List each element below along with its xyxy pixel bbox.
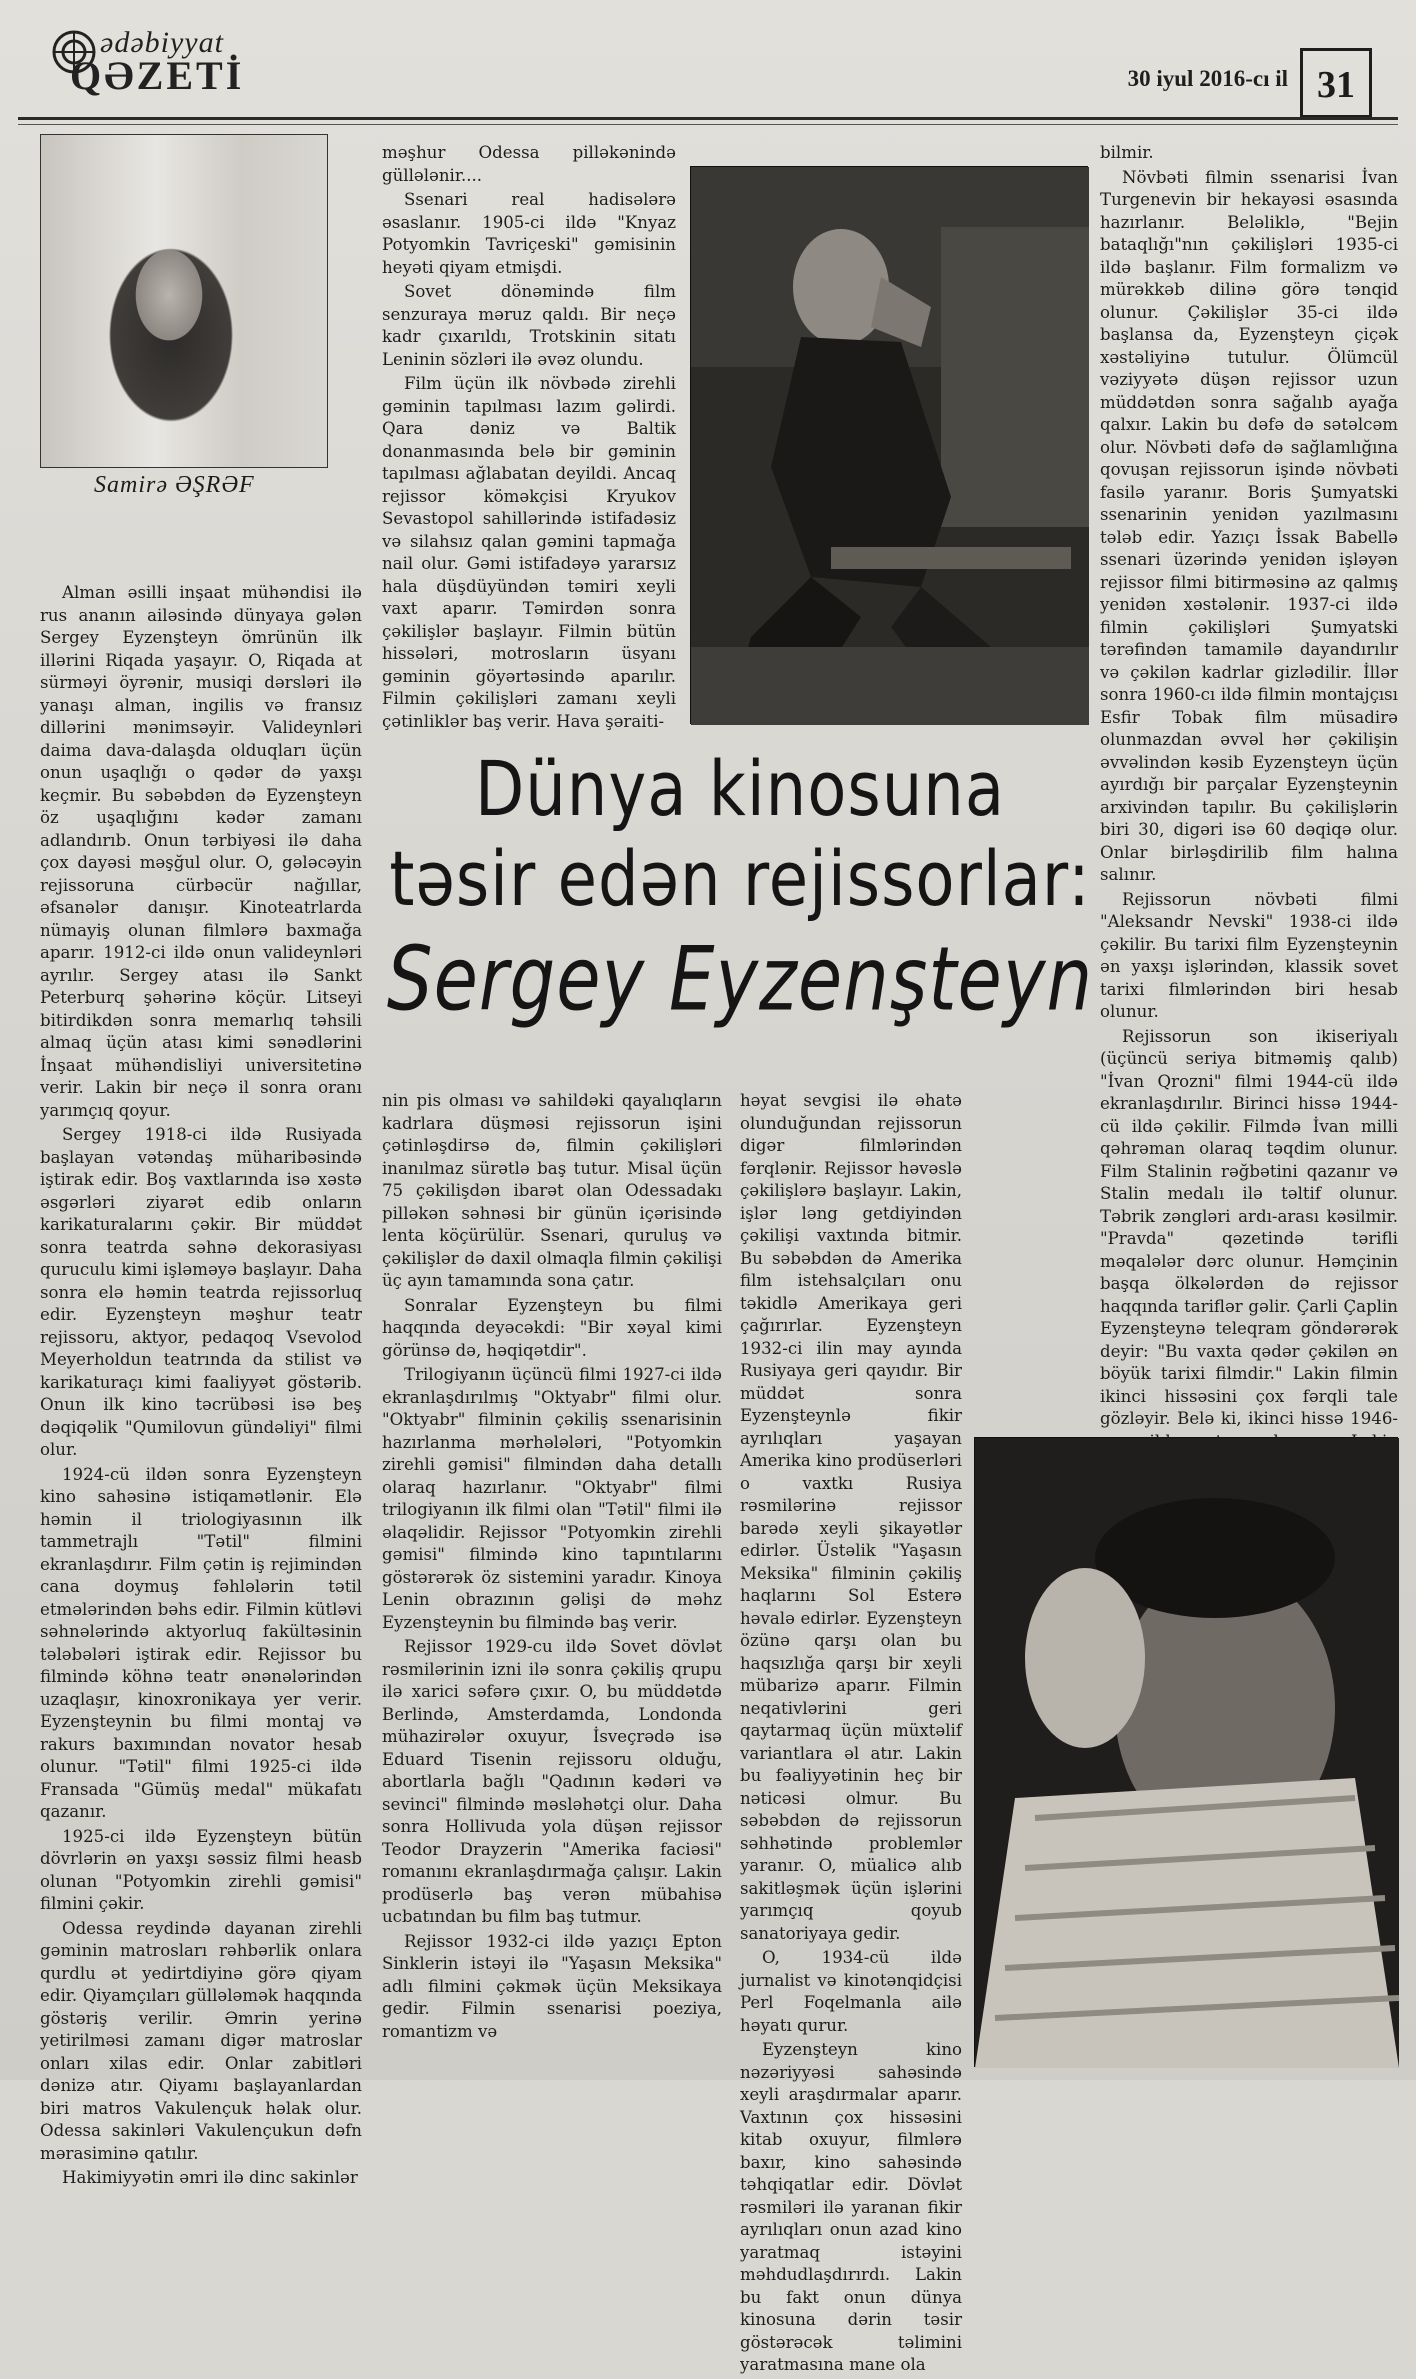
paragraph: Rejissorun növbəti filmi "Aleksandr Nevski" 1938-ci ildə çəkilir. Bu tarixi film Eyzenşteynin ən yaxşı işlərindən, klassik sovet tarixi filmlərindən biri hesab olunur. (1100, 889, 1398, 1021)
paragraph: Alman əsilli inşaat mühəndisi ilə rus ananın ailəsində dünyaya gələn Sergey Eyzenşteyn ömrünün ilk illərini Riqada yaşayır. O, Riqada at sürməyi öyrənir, musiqi dərsləri ilə yanaşı alman, ingilis və fransız dillərini mənimsəyir. Valideynləri daima dava-dalaşda olduqları üçün onun uşaqlığı o qədər də yaxşı keçmir. Bu səbəbdən də Eyzenşteyn öz uşaqlığını kədər zamanı adlandırıb. Onun tərbiyəsi ilə daha çox dayəsi məşğul olur. O, gələcəyin rejissoruna cürbəcür nağıllar, əfsanələr danışır. Kinoteatrlarda nümayiş olunan filmlərə baxmağa aparır. 1912-ci ildə onun valideynləri ayrılır. Sergey atası ilə Sankt Peterburq şəhərinə köçür. Litseyi bitirdikdən sonra memarlıq təhsili almaq üçün atası kimi sənədlərini İnşaat mühəndisliyi universitetinə verir. Lakin bir neçə il sonra oranı yarımçıq qoyur. (40, 583, 362, 1120)
paragraph: 1925-ci ildə Eyzenşteyn bütün dövrlərin ən yaxşı səssiz filmi heasb olunan "Potyomkin zirehli gəmisi" filmini çəkir. (40, 1826, 362, 1913)
page-number-box (1300, 48, 1372, 118)
clasped-hands-image (975, 1438, 1399, 2068)
article-column-2-top (382, 142, 676, 735)
paragraph: Odessa reydində dayanan zirehli gəminin matrosları rəhbərlik onlara qurdlu ət yedirtdiyinə görə qiyam edir. Qiyamçıları güllələmək haqqında göstəriş verilir. Əmrin yerinə yetirilməsi zamanı digər matroslar onları xilas edir. Onlar zabitləri dənizə atır. Qiyamı başlayanlardan biri matros Vakulençuk həlak olur. Odessa sakinləri Vakulençukun dəfn mərasiminə qatılır. (40, 1918, 362, 2163)
logo-main-text: QƏZETİ (70, 53, 245, 98)
paragraph: bilmir. (1100, 143, 1154, 162)
newspaper-logo (48, 22, 288, 102)
paragraph: 1924-cü ildən sonra Eyzenşteyn kino sahəsinə istiqamətlənir. Elə həmin il triologiyasının ilk tammetrajlı "Tətil" filmini ekranlaşdırır. Film çətin iş rejimindən cana doymuş fəhlələrin tətil etmələrindən bəhs edir. Filmin kütləvi səhnələrində aktyorluq fakültəsinin tələbələri iştirak edir. Rejissor bu filmində köhnə teatr ənənələrindən uzaqlaşır, kinoxronikaya yer verir. Eyzenşteynin bu filmi montaj və rakurs baxımından novator hesab olunur. "Tətil" filmi 1925-ci ildə Fransada "Gümüş medal" mükafatı qazanır. (40, 1464, 362, 1821)
paragraph: həyat sevgisi ilə əhatə olunduğundan rejissorun digər filmlərindən fərqlənir. Rejissor həvəslə çəkilişlərə başlayır. Lakin, işlər ləng getdiyindən çəkilişi vaxtında bitmir. Bu səbəbdən də Amerika film istehsalçıları onu təkidlə Amerikaya geri çağırırlar. Eyzenşteyn 1932-ci ilin may ayında Rusiyaya geri qayıdır. Bir müddət sonra Eyzenşteynlə fikir ayrılıqları yaşayan Amerika kino prodüserləri o vaxtkı Rusiya rəsmilərinə rejissor barədə xeyli şikayətlər edirlər. Üstəlik "Yaşasın Meksika" filminin çəkiliş haqlarını Sol Esterə həvalə edirlər. Eyzenşteyn özünə qarşı olan bu haqsızlığa qarşı bir xeyli mübarizə aparır. Filmin neqativlərini geri qaytarmaq üçün müxtəlif variantlara əl atır. Lakin bu fəaliyyətinin heç bir nəticəsi olmur. Bu səbəbdən də rejissorun səhhətində problemlər yaranır. O, müalicə alıb sakitləşmək üçün işlərini yarımçıq qoyub sanatoriyaya gedir. (740, 1091, 962, 1943)
paragraph: Ssenari real hadisələrə əsaslanır. 1905-ci ildə "Knyaz Potyomkin Tavriçeski" gəmisinin heyəti qiyam etmişdi. (382, 190, 676, 277)
paragraph: Sonralar Eyzenşteyn bu filmi haqqında deyəcəkdi: "Bir xəyal kimi görünsə də, həqiqətdir". (382, 1295, 722, 1360)
paragraph: Eyzenşteyn kino nəzəriyyəsi sahəsində xeyli araşdırmalar aparır. Vaxtının çox hissəsini kitab oxuyur, filmlərə baxır, kino sahəsində təhqiqatlar edir. Dövlət rəsmiləri ilə yaranan fikir ayrılıqları onun azad kino yaratmaq istəyini məhdudlaşdırırdı. Lakin bu fakt onun dünya kinosuna dərin təsir göstərəcək təlimini yaratmasına mane ola (740, 2040, 962, 2374)
article-column-2-bottom (382, 1090, 722, 2045)
masthead-rule-thin (18, 124, 1398, 125)
paragraph: Trilogiyanın üçüncü filmi 1927-ci ildə ekranlaşdırılmış "Oktyabr" filmi olur. "Oktyabr" filminin çəkiliş ssenarisinin hazırlanma mərhələləri, "Potyomkin zirehli gəmisi" filmindən daha detallı olaraq hazırlanır. "Oktyabr" filmi trilogiyanın ilk filmi olan "Tətil" filmi ilə əlaqəlidir. Rejissor "Potyomkin zirehli gəmisi" filmində kino tapıntılarını göstərərək öz sistemini yaradır. Kinoya Lenin obrazının gəlişi də məhz Eyzenşteynin bu filmində baş verir. (382, 1365, 722, 1632)
paragraph: Rejissorun son ikiseriyalı (üçüncü seriya bitməmiş qalıb) "İvan Qrozni" filmi 1944-cü ildə ekranlaşdırılır. Birinci hissə 1944-cü ildə çəkilir. Filmdə İvan milli qəhrəman olaraq təqdim olunur. Film Stalinin rəğbətini qazanır və Stalin medalı ilə təltif olunur. Təbrik zəngləri ardı-arası kəsilmir. "Pravda" qəzetində tərifli məqalələr dərc olunur. Həmçinin başqa ölkələrdən də rejissor haqqında tariflər gəlir. Çarli Çaplin Eyzenşteynə teleqram göndərərək deyir: "Bu vaxta qədər çəkilən ən böyük tarixi filmdir." Lakin filmin ikinci hissəsini çox fərqli tale gözləyir. Belə ki, ikinci hissə 1946- (1100, 1026, 1398, 1428)
headline-line-1: Dünya kinosuna (474, 746, 1006, 834)
paragraph: Hakimiyyətin əmri ilə dinc sakinlər (62, 2168, 358, 2187)
paragraph: Rejissor 1932-ci ildə yazıçı Epton Sinklerin istəyi ilə "Yaşasın Meksika" adlı filmini çəkmək üçün Meksikaya gedir. Filmin ssenarisi poeziya, romantizm və (382, 1931, 722, 2041)
article-column-1 (40, 582, 362, 2192)
author-photo (40, 134, 328, 468)
article-headline (382, 745, 1098, 1031)
paragraph: Film üçün ilk növbədə zirehli gəminin tapılması lazım gəlirdi. Qara dəniz və Baltik donanmasında belə bir gəminin tapılması ağlabatan deyildi. Ancaq rejissor köməkçisi Kryukov Sevastopol sahillərində istifadəsiz və silahsız qalan gəmini tapmağa nail olur. Gəmi istifadəyə yararsız hala düşdüyündən təmiri xeyli vaxt aparır. Təmirdən sonra çəkilişlər başlayır. Filmin bütün hissələri, motrosların üsyanı gəminin göyərtəsində aparılır. Filmin çəkilişləri zamanı xeyli çətinliklər baş verir. Hava şəraiti- (382, 374, 676, 731)
masthead (40, 22, 1380, 118)
page-number: 31 (1317, 64, 1355, 106)
logo-top-text: ədəbiyyat (100, 26, 224, 59)
article-column-4 (1100, 142, 1398, 1660)
seated-figure-image (691, 167, 1089, 725)
paragraph: Növbəti filmin ssenarisi İvan Turgenevin bir hekayəsi əsasında hazırlanır. Beləliklə, "Bejin bataqlığı"nın çəkilişləri 1935-ci ildə başlanır. Film formalizm və mürəkkəb dilinə görə tənqid olunur. Çəkilişlər 35-ci ildə başlansa da, Eyzenşteyn çiçək xəstəliyinə tutulur. Ölümcül vəziyyətə düşən rejissor uzun müddətdən sonra sağalıb ayağa qalxır. Lakin bu dəfə də sətəlcəm olur. Növbəti dəfə də sağlamlığına qovuşan rejissorun işində növbəti fasilə yaranır. Boris Şumyatski ssenarinin yenidən yazılmasını tələb edir. Yazıçı İssak Babellə ssenari üzərində yenidən işləyən rejissor filmi bitirməsinə az qalmış yenidən xəstələnir. 1937-ci ildə filmin çəkilişləri Şumyatski tərəfindən tamamilə dayandırılır və çəkilən kadrlar gizlədilir. İllər sonra 1960-cı ildə filmin montajçısı Esfir Tobak film müsadirə olunmazdan əvvəl hər çəkilişin əvvəlindən kəsib Eyzenşteyn üçün ayırdığı bir parçalar Eyzenşteynin arxivindən tapılır. Bu çəkilişlərin biri 30, digəri isə 60 dəqiqə olur. Onlar birləşdirilib film halına salınır. (1100, 167, 1398, 884)
paragraph: məşhur Odessa pilləkənində güllələnir.... (382, 143, 676, 185)
headline-line-3: Sergey Eyzenşteyn (386, 927, 1094, 1031)
paragraph: nin pis olması və sahildəki qayalıqların kadrlara düşməsi rejissorun işini çətinləşdirsə də, filmin çəkilişləri inanılmaz sürətlə baş tutur. Misal üçün 75 çəkilişdən ibarət olan Odessadakı pilləkən səhnəsi bir günün içərisində lenta köçürülür. Ssenari, quruluş və çəkilişlər də daxil olmaqla filmin çəkilişi üç ayın tamamında sona çatır. (382, 1091, 722, 1290)
article-column-3 (740, 1090, 962, 2379)
paragraph: Sovet dönəmində film senzuraya məruz qaldı. Bir neçə kadr çıxarıldı, Trotskinin sitatı Leninin sözləri ilə əvəz olundu. (382, 282, 676, 369)
paragraph: Sergey 1918-ci ildə Rusiyada başlayan vətəndaş müharibəsində iştirak edir. Boş vaxtlarında isə xəstə əsgərləri ziyarət edib onların karikaturalarını çəkir. Bir müddət sonra teatrda səhnə dekorasiyası quruculu kimi işləməyə başlayır. Daha sonra elə həmin teatrda rejissorluq edir. Eyzenşteyn məşhur teatr rejissoru, aktyor, pedaqoq Vsevolod Meyerholdun teatrında da stilist və karikaturaçı kimi faaliyyət göstərib. Onun ilk kino təcrübəsi isə beş dəqiqəlik "Qumilovun gündəliyi" filmi olur. (40, 1125, 362, 1459)
photo-eisenstein-seated (690, 166, 1088, 724)
photo-eisenstein-clasped-hands (974, 1437, 1398, 2067)
paragraph: Rejissor 1929-cu ildə Sovet dövlət rəsmilərinin izni ilə sonra çəkiliş qrupu ilə xarici səfərə çıxır. O, bu müddətdə Berlində, Amsterdamda, Londonda mühazirələr oxuyur, İsveçrədə isə Eduard Tisenin rejissoru olduğu, abortlarla bağlı "Qadının kədəri və sevinci" filmində məsləhətçi olur. Daha sonra Hollivuda yola düşən rejissor Teodor Drayzerin "Amerika faciəsi" romanını ekranlaşdırmağa çalışır. Lakin prodüserlə baş verən mübahisə ucbatından bu film baş tutmur. (382, 1637, 722, 1926)
issue-date: 30 iyul 2016-cı il (1127, 66, 1288, 91)
masthead-rule (18, 117, 1398, 120)
author-byline: Samirə ƏŞRƏF (94, 472, 255, 498)
paragraph: O, 1934-cü ildə jurnalist və kinotənqidçisi Perl Foqelmanla ailə həyatı qurur. (740, 1948, 962, 2035)
headline-line-2: təsir edən rejissorlar: (389, 836, 1091, 924)
